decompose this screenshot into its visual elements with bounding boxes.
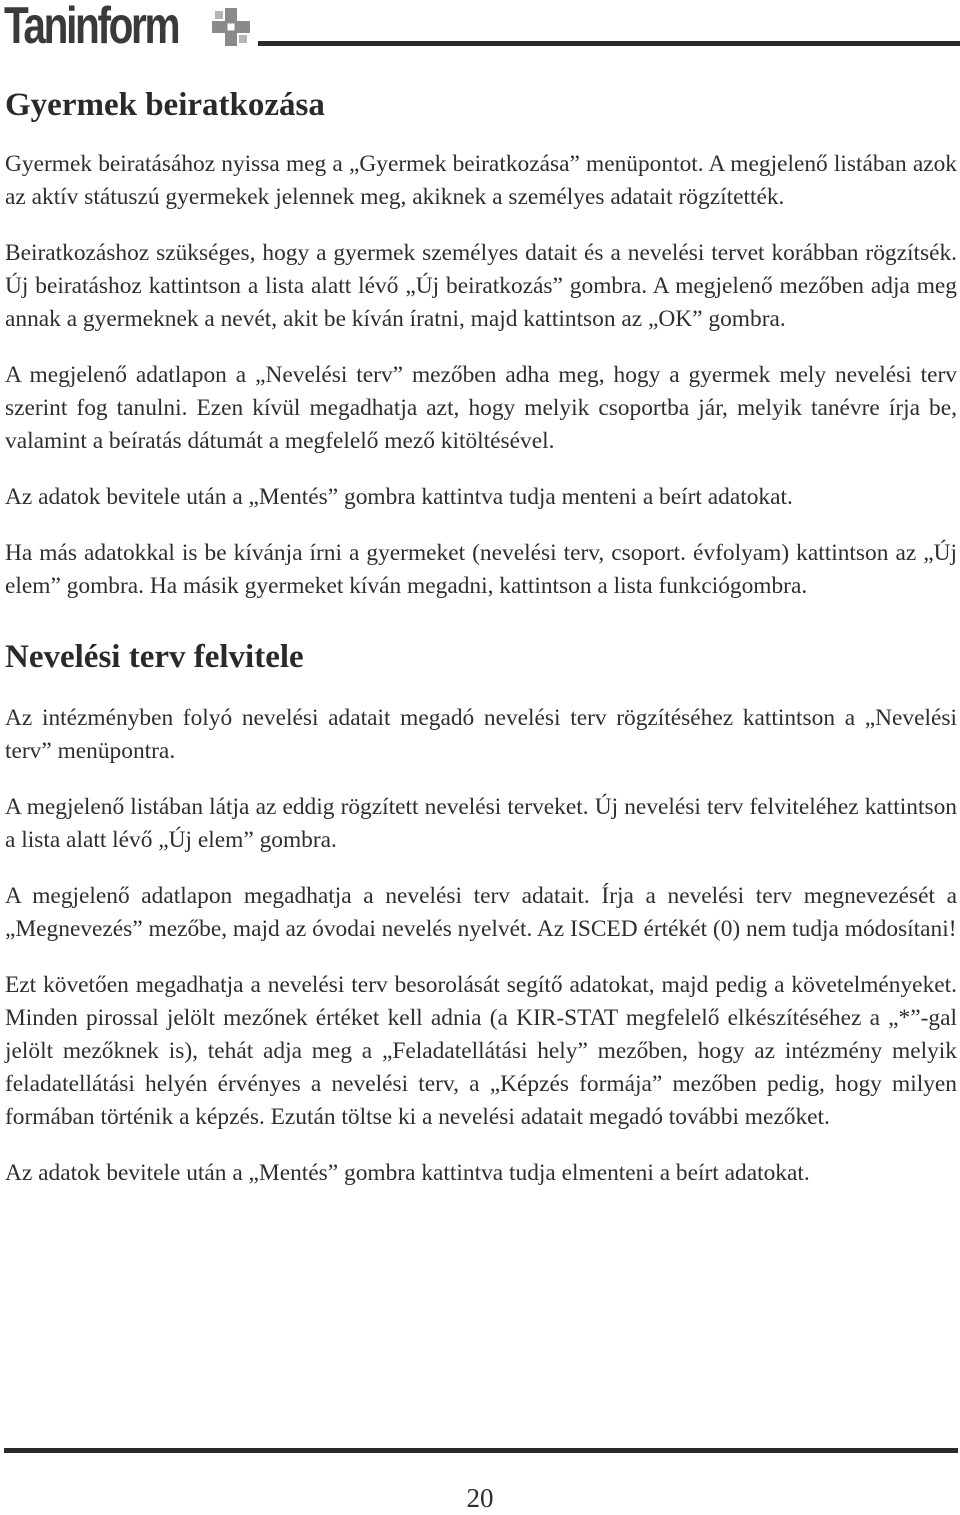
paragraph: A megjelenő listában látja az eddig rögzített nevelési terveket. Új nevelési terv felviteléhez kattintson a lista alatt lévő „Új elem” gombra.	[5, 794, 957, 853]
plus-cross-icon	[210, 6, 252, 48]
paragraph: A megjelenő adatlapon megadhatja a nevelési terv adatait. Írja a nevelési terv megnevezését a „Megnevezés” mezőbe, majd az óvodai nevelés nyelvét. Az ISCED értékét (0) nem tudja módosítani!	[5, 883, 957, 942]
section-title-education-plan: Nevelési terv felvitele	[5, 639, 304, 675]
paragraph: Beiratkozáshoz szükséges, hogy a gyermek személyes datait és a nevelési tervet korábban rögzítsék. Új beiratáshoz kattintson a lista alatt lévő „Új beiratkozás” gombra. A megjelenő mezőben adja meg annak a gyermeknek a nevét, akit be kíván íratni, majd kattintson az „OK” gombra.	[5, 240, 957, 332]
paragraph: Ezt követően megadhatja a nevelési terv besorolását segítő adatokat, majd pedig a követelményeket. Minden pirossal jelölt mezőnek értéket kell adnia (a KIR-STAT megfelelő elkészítéséhez a „*”-gal jelölt mezőknek is), tehát adja meg a „Feladatellátási hely” mezőben, hogy az intézmény melyik feladatellátási helyén érvényes a nevelési terv, a „Képzés formája” mezőben pedig, hogy milyen formában történik a képzés. Ezután töltse ki a nevelési adatait megadó további mezőket.	[5, 972, 957, 1130]
page-header	[4, 0, 960, 55]
section-title-enrollment: Gyermek beiratkozása	[5, 87, 325, 123]
page-number: 20	[466, 1483, 494, 1513]
page-content	[5, 80, 957, 1190]
paragraph: A megjelenő adatlapon a „Nevelési terv” mezőben adha meg, hogy a gyermek mely nevelési terv szerint fog tanulni. Ezen kívül megadhatja azt, hogy melyik csoportba jár, melyik tanévre írja be, valamint a beíratás dátumát a megfelelő mező kitöltésével.	[5, 362, 957, 454]
header-rule	[258, 41, 960, 46]
logo-wordmark: Taninform	[4, 0, 179, 55]
paragraph: Az adatok bevitele után a „Mentés” gombra kattintva tudja elmenteni a beírt adatokat.	[5, 1160, 810, 1186]
paragraph: Az adatok bevitele után a „Mentés” gombra kattintva tudja menteni a beírt adatokat.	[5, 484, 793, 510]
paragraph: Ha más adatokkal is be kívánja írni a gyermeket (nevelési terv, csoport. évfolyam) kattintson az „Új elem” gombra. Ha másik gyermeket kíván megadni, kattintson a lista funkciógombra.	[5, 540, 957, 599]
footer-rule	[4, 1448, 958, 1453]
paragraph: Gyermek beiratásához nyissa meg a „Gyermek beiratkozása” menüpontot. A megjelenő listában azok az aktív státuszú gyermekek jelennek meg, akiknek a személyes adatait rögzítették.	[5, 151, 957, 210]
paragraph: Az intézményben folyó nevelési adatait megadó nevelési terv rögzítéséhez kattintson a „Nevelési terv” menüpontra.	[5, 705, 957, 764]
